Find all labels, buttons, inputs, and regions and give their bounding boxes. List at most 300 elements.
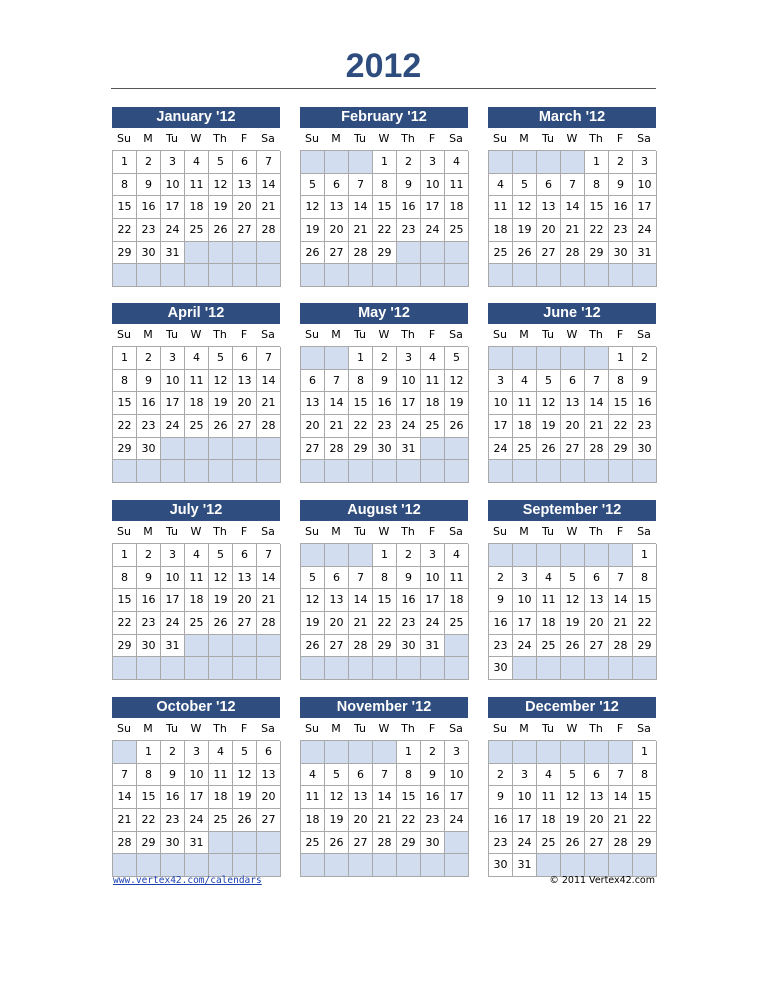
day-cell: 26	[209, 612, 233, 635]
weekday-label: M	[331, 525, 341, 538]
day-cell: 27	[585, 635, 609, 658]
day-cell: 19	[233, 786, 257, 809]
empty-day-cell	[445, 657, 469, 680]
day-cell: 25	[445, 612, 469, 635]
day-cell: 18	[209, 786, 233, 809]
weekday-label: Th	[213, 328, 227, 341]
empty-day-cell	[301, 741, 325, 764]
day-cell: 2	[137, 347, 161, 370]
day-cell: 9	[397, 174, 421, 197]
day-cell: 20	[233, 392, 257, 415]
day-cell: 2	[137, 544, 161, 567]
day-cell: 19	[325, 809, 349, 832]
day-cell: 4	[421, 347, 445, 370]
day-cell: 10	[445, 764, 469, 787]
month-title: February '12	[300, 107, 468, 128]
weekday-label: Tu	[353, 328, 367, 341]
weekday-label: Su	[493, 722, 507, 735]
day-cell: 1	[585, 151, 609, 174]
weekday-label: Sa	[637, 132, 651, 145]
day-cell: 6	[233, 544, 257, 567]
day-cell: 14	[349, 589, 373, 612]
weekday-label: Tu	[541, 722, 555, 735]
day-cell: 13	[233, 370, 257, 393]
day-cell: 4	[489, 174, 513, 197]
day-cell: 11	[209, 764, 233, 787]
day-cell: 11	[537, 589, 561, 612]
day-cell: 6	[257, 741, 281, 764]
weekday-label: Su	[305, 722, 319, 735]
empty-day-cell	[185, 657, 209, 680]
day-cell: 14	[257, 370, 281, 393]
empty-day-cell	[209, 854, 233, 877]
day-cell: 7	[609, 764, 633, 787]
day-cell: 31	[161, 242, 185, 265]
day-cell: 27	[325, 635, 349, 658]
empty-day-cell	[585, 544, 609, 567]
day-cell: 21	[609, 809, 633, 832]
day-cell: 5	[537, 370, 561, 393]
day-cell: 8	[113, 174, 137, 197]
day-cell: 27	[325, 242, 349, 265]
empty-day-cell	[185, 242, 209, 265]
empty-day-cell	[489, 544, 513, 567]
weekday-label: M	[331, 722, 341, 735]
empty-day-cell	[585, 741, 609, 764]
day-cell: 12	[325, 786, 349, 809]
empty-day-cell	[233, 438, 257, 461]
day-cell: 8	[373, 567, 397, 590]
day-cell: 2	[489, 764, 513, 787]
day-cell: 30	[489, 854, 513, 877]
day-cell: 16	[489, 612, 513, 635]
empty-day-cell	[421, 854, 445, 877]
weekday-header-row	[112, 324, 280, 346]
day-cell: 28	[349, 242, 373, 265]
day-cell: 14	[585, 392, 609, 415]
day-cell: 7	[257, 151, 281, 174]
empty-day-cell	[489, 151, 513, 174]
day-cell: 29	[373, 242, 397, 265]
empty-day-cell	[233, 635, 257, 658]
weekday-label: M	[143, 722, 153, 735]
weekday-label: Su	[493, 525, 507, 538]
day-cell: 22	[137, 809, 161, 832]
day-cell: 4	[537, 567, 561, 590]
weekday-label: F	[616, 132, 624, 145]
day-cell: 22	[373, 612, 397, 635]
day-cell: 5	[209, 347, 233, 370]
day-cell: 17	[161, 589, 185, 612]
day-cell: 14	[373, 786, 397, 809]
day-cell: 20	[349, 809, 373, 832]
day-cell: 1	[349, 347, 373, 370]
empty-day-cell	[537, 151, 561, 174]
day-cell: 16	[489, 809, 513, 832]
empty-day-cell	[445, 438, 469, 461]
empty-day-cell	[609, 741, 633, 764]
empty-day-cell	[489, 741, 513, 764]
empty-day-cell	[185, 460, 209, 483]
day-cell: 31	[161, 635, 185, 658]
day-cell: 31	[421, 635, 445, 658]
day-cell: 27	[301, 438, 325, 461]
day-cell: 6	[233, 151, 257, 174]
day-cell: 11	[185, 567, 209, 590]
day-cell: 19	[301, 219, 325, 242]
day-cell: 7	[609, 567, 633, 590]
day-cell: 19	[209, 589, 233, 612]
empty-day-cell	[513, 544, 537, 567]
empty-day-cell	[633, 854, 657, 877]
month-title: July '12	[112, 500, 280, 521]
day-cell: 17	[185, 786, 209, 809]
empty-day-cell	[161, 438, 185, 461]
day-cell: 12	[233, 764, 257, 787]
day-cell: 23	[137, 219, 161, 242]
month-block	[112, 500, 280, 680]
day-cell: 12	[209, 174, 233, 197]
weekday-label: F	[240, 525, 248, 538]
day-cell: 18	[185, 589, 209, 612]
day-cell: 18	[537, 809, 561, 832]
empty-day-cell	[397, 657, 421, 680]
weekday-label: Sa	[637, 328, 651, 341]
day-cell: 23	[137, 612, 161, 635]
weekday-label: F	[428, 328, 436, 341]
weekday-label: W	[378, 132, 390, 145]
day-cell: 29	[633, 635, 657, 658]
day-cell: 23	[633, 415, 657, 438]
day-cell: 19	[209, 392, 233, 415]
day-cell: 10	[161, 567, 185, 590]
day-cell: 5	[445, 347, 469, 370]
day-cell: 20	[561, 415, 585, 438]
day-cell: 18	[513, 415, 537, 438]
empty-day-cell	[397, 854, 421, 877]
day-cell: 22	[349, 415, 373, 438]
empty-day-cell	[373, 741, 397, 764]
day-cell: 25	[537, 832, 561, 855]
weekday-label: Tu	[353, 132, 367, 145]
day-cell: 16	[397, 589, 421, 612]
month-title: October '12	[112, 697, 280, 718]
day-cell: 24	[513, 635, 537, 658]
day-cell: 10	[421, 174, 445, 197]
day-cell: 6	[585, 567, 609, 590]
day-cell: 20	[537, 219, 561, 242]
day-cell: 17	[633, 196, 657, 219]
weekday-label: W	[378, 722, 390, 735]
day-cell: 1	[609, 347, 633, 370]
empty-day-cell	[257, 657, 281, 680]
month-block	[300, 107, 468, 287]
empty-day-cell	[161, 460, 185, 483]
day-cell: 28	[257, 612, 281, 635]
day-cell: 21	[257, 392, 281, 415]
day-cell: 3	[397, 347, 421, 370]
day-cell: 2	[373, 347, 397, 370]
day-cell: 19	[513, 219, 537, 242]
weekday-label: Sa	[449, 132, 463, 145]
day-cell: 26	[513, 242, 537, 265]
day-cell: 28	[325, 438, 349, 461]
day-cell: 1	[633, 741, 657, 764]
empty-day-cell	[301, 657, 325, 680]
empty-day-cell	[233, 242, 257, 265]
empty-day-cell	[209, 832, 233, 855]
empty-day-cell	[513, 741, 537, 764]
day-cell: 25	[421, 415, 445, 438]
empty-day-cell	[489, 264, 513, 287]
day-cell: 22	[585, 219, 609, 242]
day-cell: 15	[113, 392, 137, 415]
day-cell: 19	[537, 415, 561, 438]
weekday-header-row	[488, 128, 656, 150]
day-cell: 9	[137, 567, 161, 590]
empty-day-cell	[513, 347, 537, 370]
weekday-header-row	[300, 128, 468, 150]
empty-day-cell	[633, 460, 657, 483]
empty-day-cell	[397, 264, 421, 287]
day-cell: 30	[137, 438, 161, 461]
day-cell: 13	[585, 786, 609, 809]
empty-day-cell	[257, 854, 281, 877]
day-cell: 3	[513, 764, 537, 787]
day-cell: 24	[161, 219, 185, 242]
day-cell: 2	[609, 151, 633, 174]
day-cell: 23	[137, 415, 161, 438]
weekday-label: W	[566, 525, 578, 538]
day-cell: 7	[561, 174, 585, 197]
day-cell: 8	[397, 764, 421, 787]
day-cell: 7	[325, 370, 349, 393]
weekday-label: Th	[401, 132, 415, 145]
weekday-label: Sa	[261, 328, 275, 341]
weekday-label: M	[519, 328, 529, 341]
weekday-label: M	[143, 328, 153, 341]
day-cell: 29	[585, 242, 609, 265]
day-cell: 27	[537, 242, 561, 265]
empty-day-cell	[185, 635, 209, 658]
day-grid	[488, 346, 656, 483]
day-cell: 2	[633, 347, 657, 370]
day-cell: 17	[421, 589, 445, 612]
day-cell: 29	[373, 635, 397, 658]
day-cell: 27	[233, 612, 257, 635]
day-cell: 8	[609, 370, 633, 393]
weekday-label: Tu	[165, 132, 179, 145]
month-title: June '12	[488, 303, 656, 324]
day-cell: 23	[421, 809, 445, 832]
empty-day-cell	[513, 264, 537, 287]
day-cell: 25	[209, 809, 233, 832]
day-cell: 13	[561, 392, 585, 415]
day-cell: 28	[257, 415, 281, 438]
day-cell: 4	[537, 764, 561, 787]
day-cell: 5	[513, 174, 537, 197]
day-cell: 21	[373, 809, 397, 832]
empty-day-cell	[233, 854, 257, 877]
weekday-label: F	[616, 328, 624, 341]
day-cell: 10	[397, 370, 421, 393]
empty-day-cell	[397, 460, 421, 483]
weekday-header-row	[488, 521, 656, 543]
weekday-label: F	[616, 525, 624, 538]
day-cell: 15	[633, 589, 657, 612]
day-cell: 26	[561, 635, 585, 658]
empty-day-cell	[137, 264, 161, 287]
day-cell: 30	[161, 832, 185, 855]
day-cell: 13	[233, 567, 257, 590]
weekday-label: W	[190, 525, 202, 538]
empty-day-cell	[209, 635, 233, 658]
empty-day-cell	[209, 438, 233, 461]
day-cell: 7	[257, 544, 281, 567]
day-cell: 10	[161, 174, 185, 197]
day-cell: 1	[113, 151, 137, 174]
day-cell: 1	[113, 347, 137, 370]
day-cell: 16	[397, 196, 421, 219]
empty-day-cell	[585, 347, 609, 370]
day-cell: 23	[161, 809, 185, 832]
day-cell: 29	[349, 438, 373, 461]
day-cell: 3	[185, 741, 209, 764]
day-cell: 18	[185, 196, 209, 219]
month-title: November '12	[300, 697, 468, 718]
empty-day-cell	[537, 460, 561, 483]
day-cell: 21	[349, 612, 373, 635]
day-cell: 21	[257, 589, 281, 612]
empty-day-cell	[325, 460, 349, 483]
empty-day-cell	[233, 832, 257, 855]
day-cell: 11	[537, 786, 561, 809]
weekday-label: Th	[589, 525, 603, 538]
day-cell: 1	[397, 741, 421, 764]
empty-day-cell	[561, 544, 585, 567]
day-cell: 25	[185, 415, 209, 438]
empty-day-cell	[445, 264, 469, 287]
weekday-label: Sa	[637, 722, 651, 735]
weekday-label: W	[378, 525, 390, 538]
month-block	[300, 697, 468, 877]
day-cell: 11	[445, 567, 469, 590]
day-cell: 23	[397, 219, 421, 242]
empty-day-cell	[349, 460, 373, 483]
day-cell: 29	[113, 242, 137, 265]
weekday-label: F	[428, 722, 436, 735]
empty-day-cell	[561, 264, 585, 287]
day-cell: 21	[585, 415, 609, 438]
empty-day-cell	[209, 657, 233, 680]
day-cell: 10	[161, 370, 185, 393]
weekday-label: F	[240, 132, 248, 145]
vertex42-link[interactable]: www.vertex42.com/calendars	[113, 875, 262, 886]
day-cell: 4	[301, 764, 325, 787]
empty-day-cell	[185, 438, 209, 461]
day-cell: 9	[397, 567, 421, 590]
day-cell: 26	[209, 415, 233, 438]
page-title: 2012	[345, 47, 422, 85]
day-cell: 4	[445, 544, 469, 567]
day-cell: 25	[537, 635, 561, 658]
day-cell: 22	[113, 612, 137, 635]
day-cell: 31	[513, 854, 537, 877]
day-cell: 2	[161, 741, 185, 764]
day-cell: 8	[585, 174, 609, 197]
day-cell: 15	[609, 392, 633, 415]
empty-day-cell	[349, 657, 373, 680]
day-cell: 30	[373, 438, 397, 461]
weekday-label: F	[240, 328, 248, 341]
empty-day-cell	[349, 151, 373, 174]
day-cell: 25	[301, 832, 325, 855]
empty-day-cell	[489, 347, 513, 370]
day-cell: 21	[325, 415, 349, 438]
weekday-label: Sa	[261, 722, 275, 735]
weekday-label: Th	[401, 328, 415, 341]
empty-day-cell	[137, 657, 161, 680]
empty-day-cell	[325, 657, 349, 680]
empty-day-cell	[185, 264, 209, 287]
empty-day-cell	[113, 657, 137, 680]
day-cell: 18	[445, 589, 469, 612]
day-cell: 4	[513, 370, 537, 393]
day-cell: 26	[561, 832, 585, 855]
day-cell: 18	[421, 392, 445, 415]
day-cell: 17	[421, 196, 445, 219]
empty-day-cell	[561, 657, 585, 680]
empty-day-cell	[113, 264, 137, 287]
day-cell: 25	[185, 219, 209, 242]
day-cell: 8	[633, 764, 657, 787]
day-cell: 13	[537, 196, 561, 219]
empty-day-cell	[209, 264, 233, 287]
day-cell: 13	[325, 196, 349, 219]
day-cell: 20	[325, 612, 349, 635]
day-cell: 24	[421, 219, 445, 242]
day-cell: 15	[397, 786, 421, 809]
empty-day-cell	[325, 741, 349, 764]
day-grid	[112, 543, 280, 680]
day-cell: 9	[633, 370, 657, 393]
empty-day-cell	[421, 264, 445, 287]
day-cell: 30	[489, 657, 513, 680]
weekday-label: Th	[589, 132, 603, 145]
empty-day-cell	[161, 657, 185, 680]
day-cell: 12	[537, 392, 561, 415]
weekday-label: Su	[117, 132, 131, 145]
day-cell: 31	[633, 242, 657, 265]
day-grid	[112, 740, 280, 877]
month-title: May '12	[300, 303, 468, 324]
day-cell: 26	[537, 438, 561, 461]
day-cell: 27	[561, 438, 585, 461]
empty-day-cell	[445, 854, 469, 877]
month-title: April '12	[112, 303, 280, 324]
day-cell: 24	[421, 612, 445, 635]
day-cell: 15	[373, 196, 397, 219]
day-cell: 17	[445, 786, 469, 809]
day-cell: 29	[609, 438, 633, 461]
empty-day-cell	[161, 854, 185, 877]
day-cell: 11	[301, 786, 325, 809]
day-cell: 7	[349, 567, 373, 590]
day-cell: 21	[609, 612, 633, 635]
day-cell: 28	[373, 832, 397, 855]
day-cell: 2	[489, 567, 513, 590]
day-cell: 13	[349, 786, 373, 809]
